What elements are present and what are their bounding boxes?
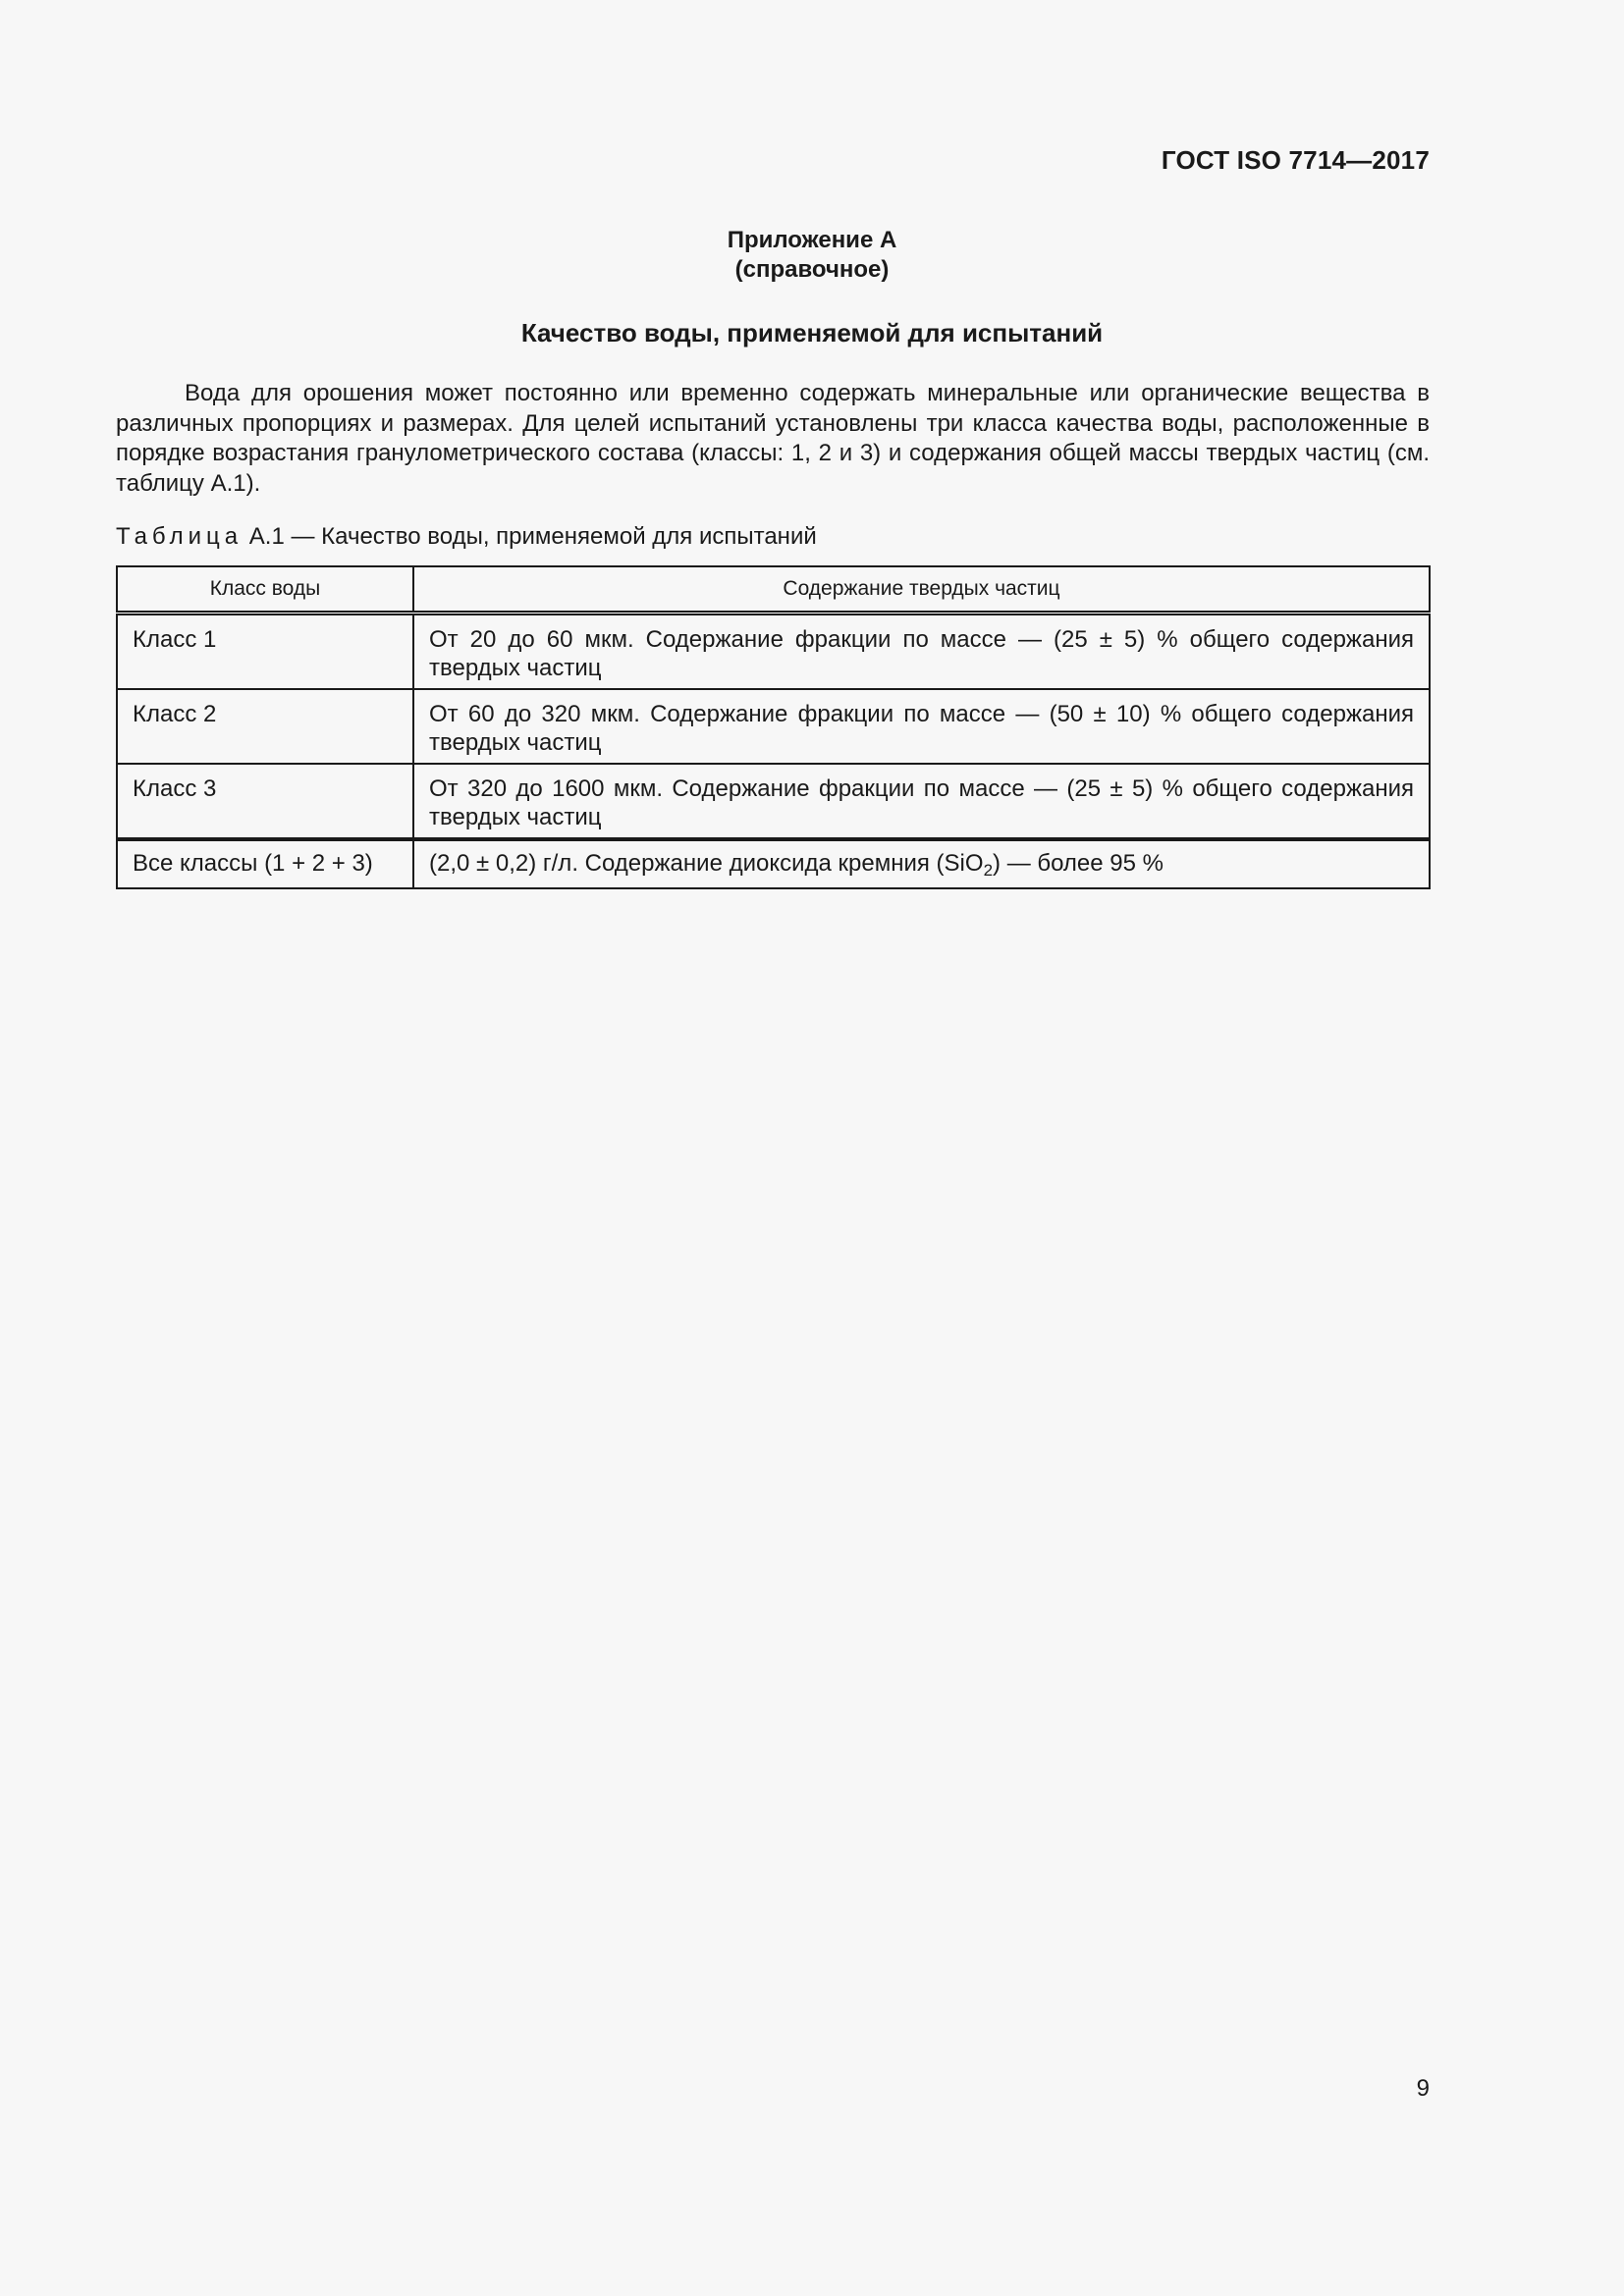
body-paragraph: Вода для орошения может постоянно или временно содержать минеральные или органические вещества в различных пропорциях и размерах. Для целей испытаний установлены три класса качества воды, расположенные в порядке возрастания гранулометрического состава (классы: 1, 2 и 3) и содержания общей массы твердых частиц (см. таблицу А.1). <box>116 380 1430 497</box>
table-caption <box>116 523 817 551</box>
header-class: Класс воды <box>117 566 413 614</box>
table-row <box>117 689 1430 764</box>
total-content <box>413 839 1430 888</box>
total-class: Все классы (1 + 2 + 3) <box>117 839 413 888</box>
total-content-before: (2,0 ± 0,2) г/л. Содержание диоксида кремния (SiO <box>429 850 984 877</box>
header-content: Содержание твердых частиц <box>413 566 1430 614</box>
table-caption-prefix: Таблица <box>116 523 244 550</box>
table-caption-text: А.1 — Качество воды, применяемой для испытаний <box>248 523 817 550</box>
annex-type: (справочное) <box>734 256 890 283</box>
total-content-subscript: 2 <box>983 861 994 880</box>
table-row <box>117 764 1430 839</box>
table-row <box>117 614 1430 690</box>
row-content: От 20 до 60 мкм. Содержание фракции по массе — (25 ± 5) % общего содержания твердых частиц <box>413 614 1430 690</box>
table-header-row <box>117 566 1430 614</box>
water-quality-table <box>116 565 1431 889</box>
standard-designation: ГОСТ ISO 7714—2017 <box>1161 145 1430 175</box>
annex-title: Приложение А <box>727 227 897 253</box>
row-content: От 320 до 1600 мкм. Содержание фракции по массе — (25 ± 5) % общего содержания твердых частиц <box>413 764 1430 839</box>
row-class: Класс 3 <box>117 764 413 839</box>
annex-header <box>0 226 1624 285</box>
row-class: Класс 2 <box>117 689 413 764</box>
annex-heading: Качество воды, применяемой для испытаний <box>520 318 1104 347</box>
total-content-after: ) — более 95 % <box>993 850 1164 877</box>
page-number: 9 <box>1416 2075 1430 2102</box>
table-total-row <box>117 839 1430 888</box>
row-content: От 60 до 320 мкм. Содержание фракции по массе — (50 ± 10) % общего содержания твердых частиц <box>413 689 1430 764</box>
row-class: Класс 1 <box>117 614 413 690</box>
